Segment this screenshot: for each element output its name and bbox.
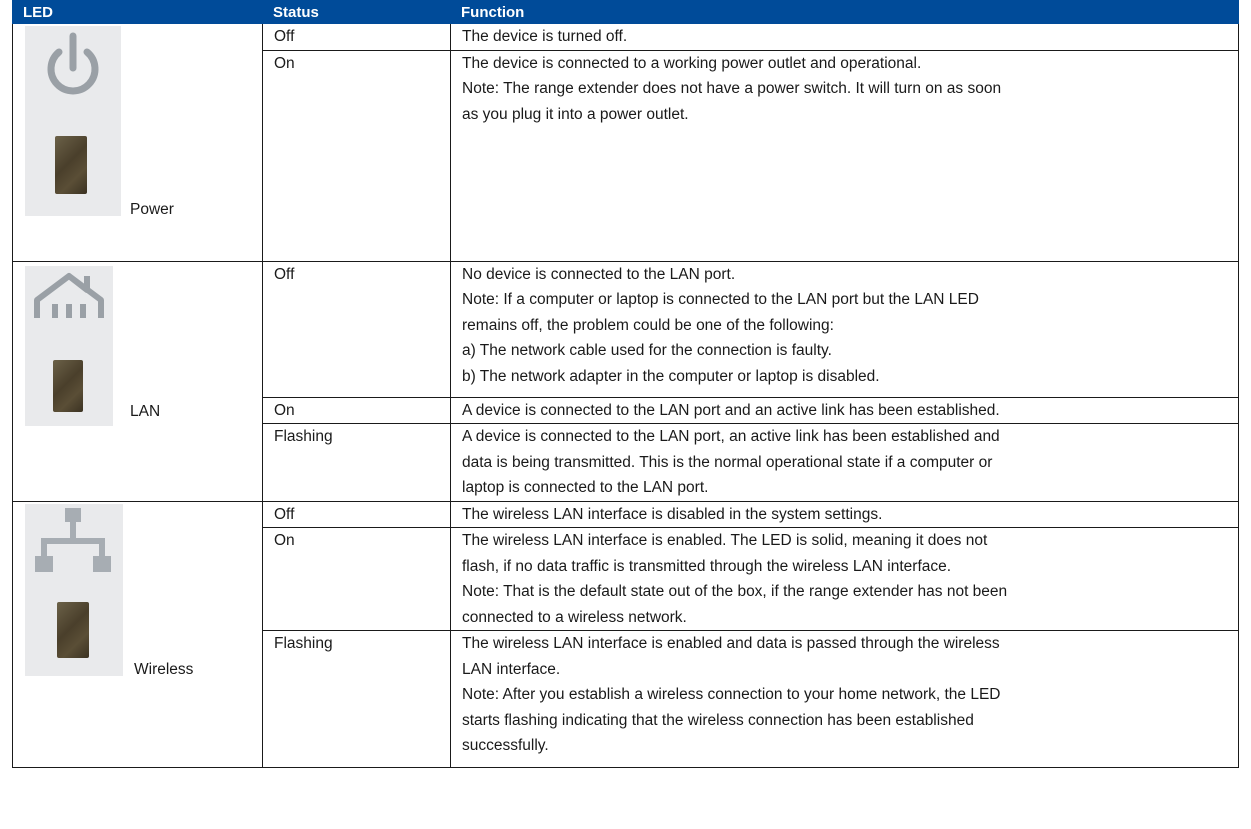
function-line: successfully. bbox=[462, 737, 549, 754]
function-line: The wireless LAN interface is enabled and data is passed through the wireless bbox=[462, 635, 1000, 652]
led-label-power: Power bbox=[130, 201, 174, 218]
function-line: starts flashing indicating that the wireless connection has been established bbox=[462, 711, 974, 729]
header-led: LED bbox=[13, 1, 263, 24]
led-label-lan: LAN bbox=[130, 402, 161, 420]
function-line: Note: The range extender does not have a power switch. It will turn on as soon bbox=[462, 80, 1002, 97]
table-row bbox=[13, 261, 1239, 397]
status-cell: Off bbox=[263, 261, 451, 397]
status-cell: On bbox=[263, 50, 451, 261]
led-status-table bbox=[12, 0, 1239, 768]
wireless-led-photo bbox=[25, 504, 123, 676]
table-row bbox=[13, 501, 1239, 528]
lan-led-indicator bbox=[53, 360, 83, 412]
power-led-indicator bbox=[55, 136, 87, 194]
status-cell: Flashing bbox=[263, 631, 451, 768]
function-line: The device is connected to a working power outlet and operational. bbox=[462, 54, 922, 72]
function-line: The wireless LAN interface is disabled in the system settings. bbox=[462, 505, 883, 523]
function-line: data is being transmitted. This is the normal operational state if a computer or bbox=[462, 453, 993, 471]
table-row bbox=[13, 24, 1239, 51]
function-line: connected to a wireless network. bbox=[462, 608, 687, 626]
led-label-wireless: Wireless bbox=[134, 660, 194, 678]
function-line: as you plug it into a power outlet. bbox=[462, 105, 689, 123]
function-line: Note: That is the default state out of the box, if the range extender has not been bbox=[462, 583, 1008, 600]
led-cell-wireless bbox=[13, 501, 263, 768]
led-cell-power bbox=[13, 24, 263, 262]
function-line: The device is turned off. bbox=[462, 28, 628, 45]
function-cell bbox=[451, 24, 1239, 51]
network-icon bbox=[25, 504, 123, 584]
header-function: Function bbox=[451, 1, 1239, 24]
wireless-led-indicator bbox=[57, 602, 89, 658]
function-line: A device is connected to the LAN port and an active link has been established. bbox=[462, 401, 1000, 419]
function-cell bbox=[451, 631, 1239, 768]
function-cell bbox=[451, 424, 1239, 502]
function-line: Note: If a computer or laptop is connected to the LAN port but the LAN LED bbox=[462, 291, 979, 308]
status-cell: Off bbox=[263, 24, 451, 51]
status-cell: On bbox=[263, 528, 451, 631]
led-cell-lan bbox=[13, 261, 263, 501]
status-cell: Off bbox=[263, 501, 451, 528]
function-cell bbox=[451, 501, 1239, 528]
function-line: A device is connected to the LAN port, an active link has been established and bbox=[462, 428, 1000, 445]
function-line: LAN interface. bbox=[462, 660, 561, 678]
table-header-row bbox=[13, 1, 1239, 24]
function-line: remains off, the problem could be one of the following: bbox=[462, 316, 834, 334]
status-cell: Flashing bbox=[263, 424, 451, 502]
function-line: Note: After you establish a wireless connection to your home network, the LED bbox=[462, 686, 1001, 703]
function-line: b) The network adapter in the computer or laptop is disabled. bbox=[462, 367, 880, 385]
status-cell: On bbox=[263, 397, 451, 424]
function-cell bbox=[451, 50, 1239, 261]
function-line: No device is connected to the LAN port. bbox=[462, 265, 736, 283]
function-line: laptop is connected to the LAN port. bbox=[462, 479, 709, 496]
header-status: Status bbox=[263, 1, 451, 24]
function-line: a) The network cable used for the connection is faulty. bbox=[462, 342, 832, 359]
function-cell bbox=[451, 397, 1239, 424]
function-cell bbox=[451, 261, 1239, 397]
function-line: The wireless LAN interface is enabled. The LED is solid, meaning it does not bbox=[462, 532, 988, 549]
lan-led-photo bbox=[25, 266, 113, 426]
function-line: flash, if no data traffic is transmitted through the wireless LAN interface. bbox=[462, 557, 952, 575]
power-led-photo bbox=[25, 26, 121, 216]
function-cell bbox=[451, 528, 1239, 631]
home-icon bbox=[25, 266, 113, 330]
power-icon bbox=[25, 26, 121, 106]
